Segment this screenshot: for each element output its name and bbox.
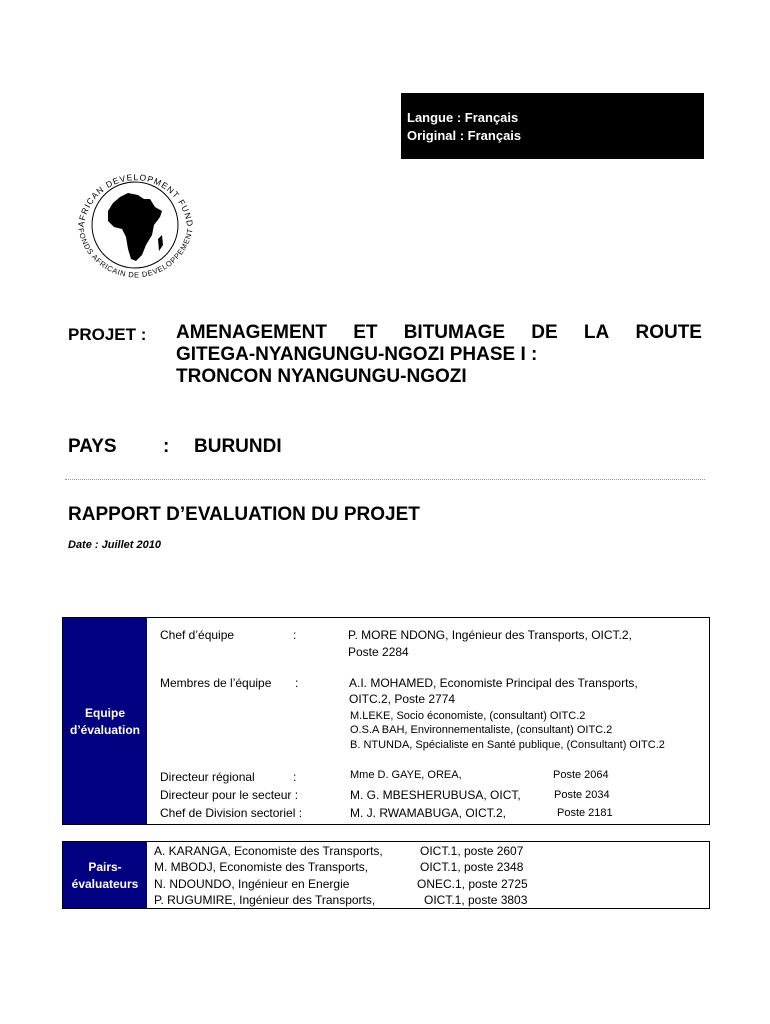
- pays-label: PAYS: [68, 436, 117, 457]
- logo-bottom-text: FONDS AFRICAIN DE DEVELOPPEMENT: [76, 227, 195, 280]
- peer-name: N. NDOUNDO, Ingénieur en Energie: [154, 877, 350, 891]
- peer-reviewers-table: [62, 841, 710, 909]
- language-label: Langue : Français: [407, 110, 519, 125]
- peer-name: A. KARANGA, Economiste des Transports,: [154, 844, 383, 858]
- chef-value-poste: Poste 2284: [348, 645, 409, 659]
- title-word: LA: [583, 322, 610, 343]
- division-value: M. J. RWAMABUGA, OICT.2,: [350, 806, 507, 820]
- pays-value: BURUNDI: [194, 436, 282, 457]
- secteur-value: M. G. MBESHERUBUSA, OICT,: [350, 788, 521, 802]
- directeur-value: Mme D. GAYE, OREA,: [350, 769, 462, 781]
- membre-3: O.S.A BAH, Environnementaliste, (consultant) OITC.2: [350, 724, 613, 736]
- title-line-2: GITEGA-NYANGUNGU-NGOZI PHASE I :: [176, 344, 538, 365]
- division-label: Chef de Division sectoriel :: [160, 806, 303, 820]
- pays-colon: :: [163, 436, 170, 457]
- directeur-colon: :: [293, 770, 297, 784]
- directeur-label: Directeur régional: [160, 770, 255, 784]
- title-word: BITUMAGE: [403, 322, 506, 343]
- membre-4: B. NTUNDA, Spécialiste en Santé publique, (Consultant) OITC.2: [350, 739, 665, 751]
- projet-label: PROJET :: [68, 325, 147, 344]
- team-side-label: Equipe: [84, 706, 125, 720]
- team-side-panel: [63, 618, 147, 824]
- peer-name: M. MBODJ, Economiste des Transports,: [154, 860, 369, 874]
- peer-poste: OICT.1, poste 2348: [420, 860, 524, 874]
- peer-name: P. RUGUMIRE, Ingénieur des Transports,: [154, 893, 376, 907]
- evaluation-team-table: [62, 617, 710, 825]
- language-box: [401, 93, 704, 159]
- title-line-3: TRONCON NYANGUNGU-NGOZI: [176, 366, 467, 387]
- title-word: AMENAGEMENT: [176, 322, 327, 343]
- directeur-poste: Poste 2064: [553, 769, 609, 781]
- title-word: DE: [531, 322, 558, 343]
- team-side-label: d’évaluation: [69, 723, 140, 737]
- original-label: Original : Français: [407, 128, 522, 143]
- membre-2: M.LEKE, Socio économiste, (consultant) OITC.2: [350, 710, 586, 722]
- membres-label: Membres de l’équipe: [160, 676, 272, 690]
- report-date: Date : Juillet 2010: [68, 539, 161, 551]
- project-title: [176, 322, 702, 388]
- peer-poste: OICT.1, poste 3803: [424, 893, 528, 907]
- peer-side-label: évaluateurs: [71, 877, 139, 891]
- chef-colon: :: [293, 628, 297, 642]
- dotted-divider: [65, 479, 705, 480]
- chef-value: P. MORE NDONG, Ingénieur des Transports, OICT.2,: [348, 628, 632, 642]
- chef-label: Chef d’équipe: [160, 628, 235, 642]
- membres-colon: :: [295, 676, 299, 690]
- secteur-label: Directeur pour le secteur :: [160, 788, 299, 802]
- title-word: ROUTE: [635, 322, 702, 343]
- peer-poste: ONEC.1, poste 2725: [417, 877, 528, 891]
- secteur-poste: Poste 2034: [554, 789, 610, 801]
- division-poste: Poste 2181: [557, 807, 613, 819]
- title-word: ET: [353, 322, 378, 343]
- report-title: RAPPORT D’EVALUATION DU PROJET: [68, 504, 420, 525]
- logo-top-text: AFRICAN DEVELOPMENT FUND: [75, 172, 196, 228]
- peer-poste: OICT.1, poste 2607: [420, 844, 524, 858]
- adf-logo: [68, 155, 203, 295]
- peer-side-label: Pairs-: [88, 860, 122, 874]
- membre-1-poste: OITC.2, Poste 2774: [349, 692, 456, 706]
- peer-side-panel: [63, 842, 147, 908]
- membre-1: A.I. MOHAMED, Economiste Principal des Transports,: [349, 676, 638, 690]
